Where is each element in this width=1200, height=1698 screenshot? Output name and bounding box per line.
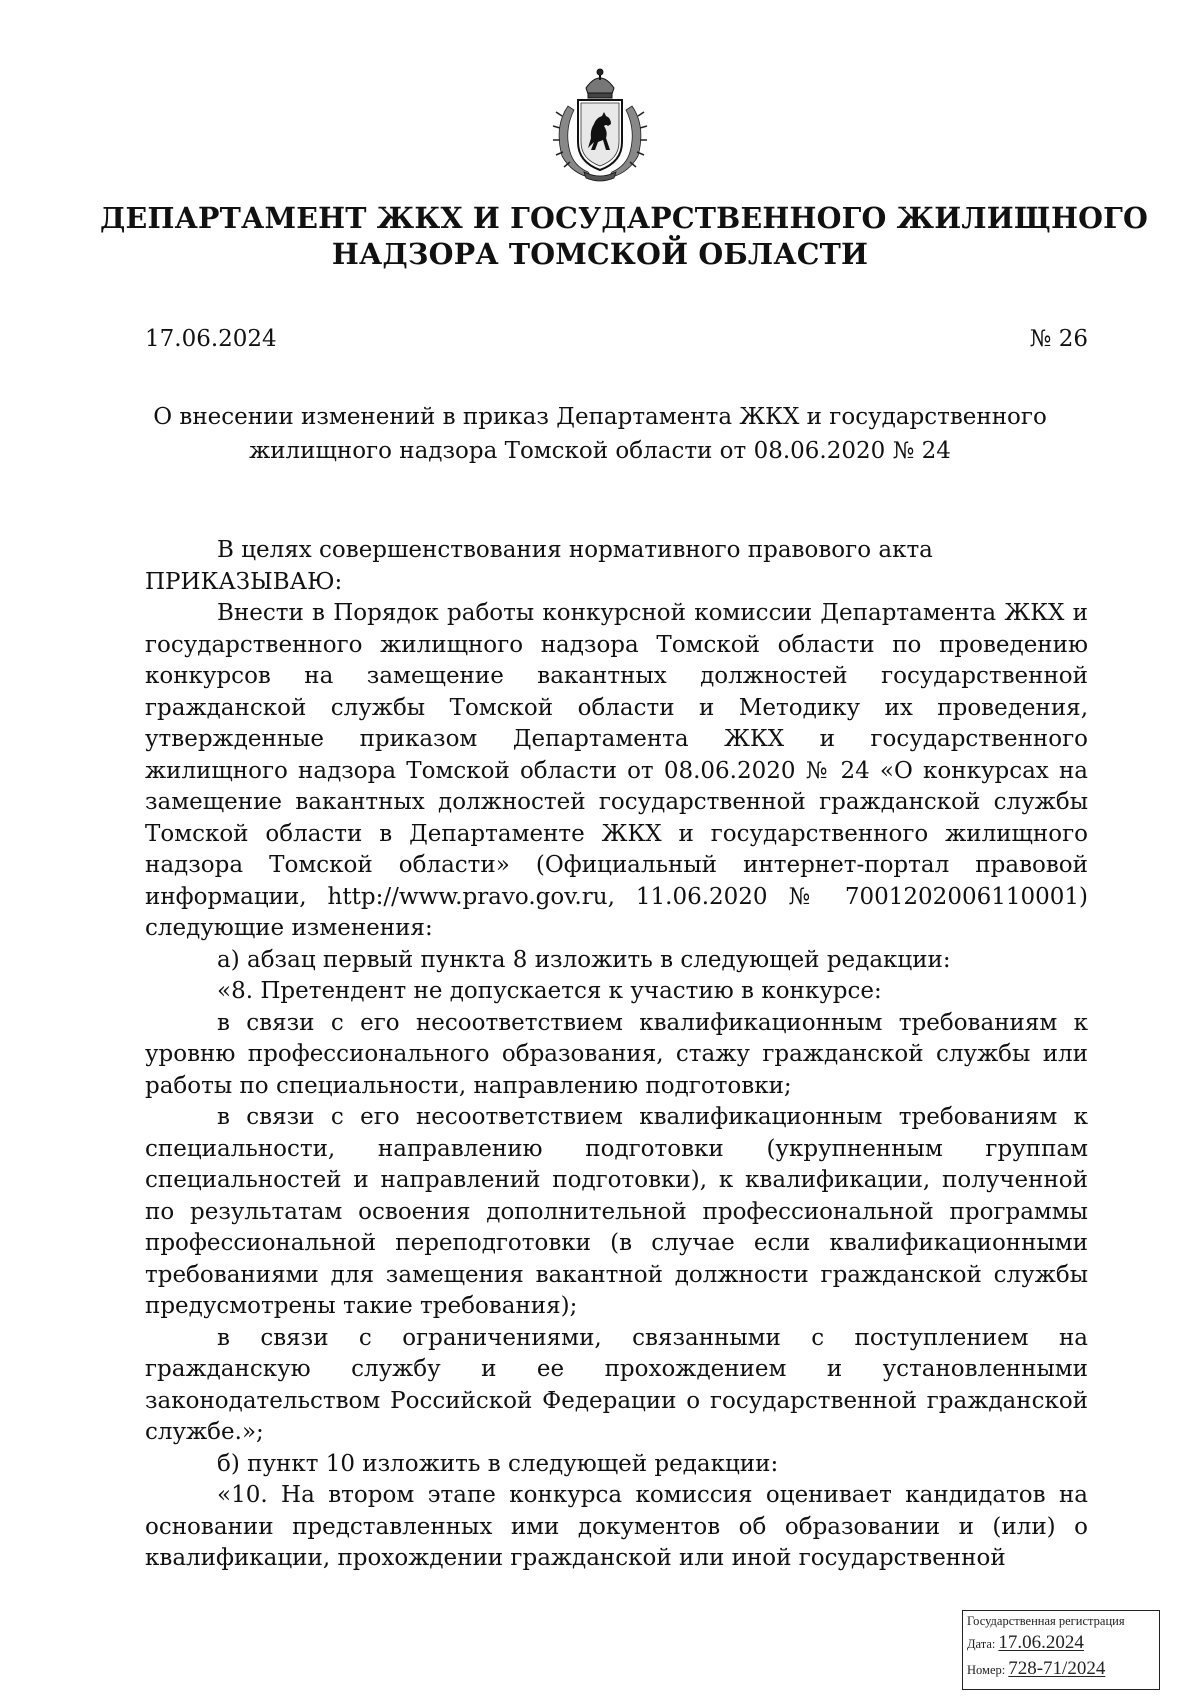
body-paragraph: Внести в Порядок работы конкурсной комиссии Департамента ЖКХ и государственного жилищного надзора Томской области по проведению конкурсов на замещение вакантных должностей государственной гражданской службы Томской области и Методику их проведения, утвержденные приказом Департамента ЖКХ и государственного жилищного надзора Томской области от 08.06.2020 № 24 «О конкурсах на замещение вакантных должностей государственной гражданской службы Томской области в Департаменте ЖКХ и государственного жилищного надзора Томской области» (Официальный интернет-портал правовой информации, http://www.pravo.gov.ru, 11.06.2020 № 7001202006110001) следующие изменения: — [145, 600, 1088, 941]
body-paragraph: а) абзац первый пункта 8 изложить в следующей редакции: — [217, 946, 951, 973]
body-paragraph: в связи с ограничениями, связанными с поступлением на гражданскую службу и ее прохождением и установленными законодательством Российской Федерации о государственной гражданской службе.»; — [145, 1324, 1088, 1445]
document-subject-line1: О внесении изменений в приказ Департамента ЖКХ и государственного — [153, 404, 1047, 430]
registration-stamp — [962, 1610, 1160, 1690]
department-title-line2: НАДЗОРА ТОМСКОЙ ОБЛАСТИ — [331, 237, 869, 271]
document-number: № 26 — [1029, 326, 1088, 352]
department-title — [100, 200, 1149, 272]
department-title-line1: ДЕПАРТАМЕНТ ЖКХ И ГОСУДАРСТВЕННОГО ЖИЛИЩНОГО — [100, 201, 1149, 235]
body-paragraph: б) пункт 10 изложить в следующей редакции: — [217, 1450, 779, 1477]
registration-number-row — [967, 1657, 1155, 1681]
registration-number-value: 728-71/2024 — [1008, 1658, 1106, 1679]
registration-date-row — [967, 1629, 1155, 1657]
registration-date-value: 17.06.2024 — [998, 1632, 1084, 1653]
body-paragraph: в связи с его несоответствием квалификационным требованиям к уровню профессионального образования, стажу гражданской службы или работы по специальности, направлению подготовки; — [145, 1009, 1088, 1099]
document-date: 17.06.2024 — [145, 326, 277, 352]
registration-stamp-title: Государственная регистрация — [967, 1614, 1125, 1628]
body-paragraph: В целях совершенствования нормативного правового акта — [217, 537, 933, 563]
body-order-word: ПРИКАЗЫВАЮ: — [145, 568, 343, 595]
body-paragraph: в связи с его несоответствием квалификационным требованиям к специальности, направлению подготовки (укрупненным группам специальностей и направлений подготовки), к квалификации, полученной по результатам освоения дополнительной профессиональной программы профессиональной переподготовки (в случае если квалификационными требованиями для замещения вакантной должности гражданской службы предусмотрены такие требования); — [145, 1104, 1088, 1319]
registration-number-label: Номер: — [967, 1663, 1006, 1677]
registration-date-label: Дата: — [967, 1637, 996, 1651]
document-subject-line2: жилищного надзора Томской области от 08.06.2020 № 24 — [249, 438, 951, 464]
body-paragraph: «10. На втором этапе конкурса комиссия оценивает кандидатов на основании представленных ими документов об образовании и (или) о квалификации, прохождении гражданской или иной государственной — [145, 1482, 1088, 1571]
document-body — [145, 535, 1088, 1575]
tomsk-coat-of-arms-icon — [548, 66, 652, 184]
document-subject — [130, 400, 1070, 468]
body-paragraph: «8. Претендент не допускается к участию в конкурсе: — [217, 978, 882, 1004]
